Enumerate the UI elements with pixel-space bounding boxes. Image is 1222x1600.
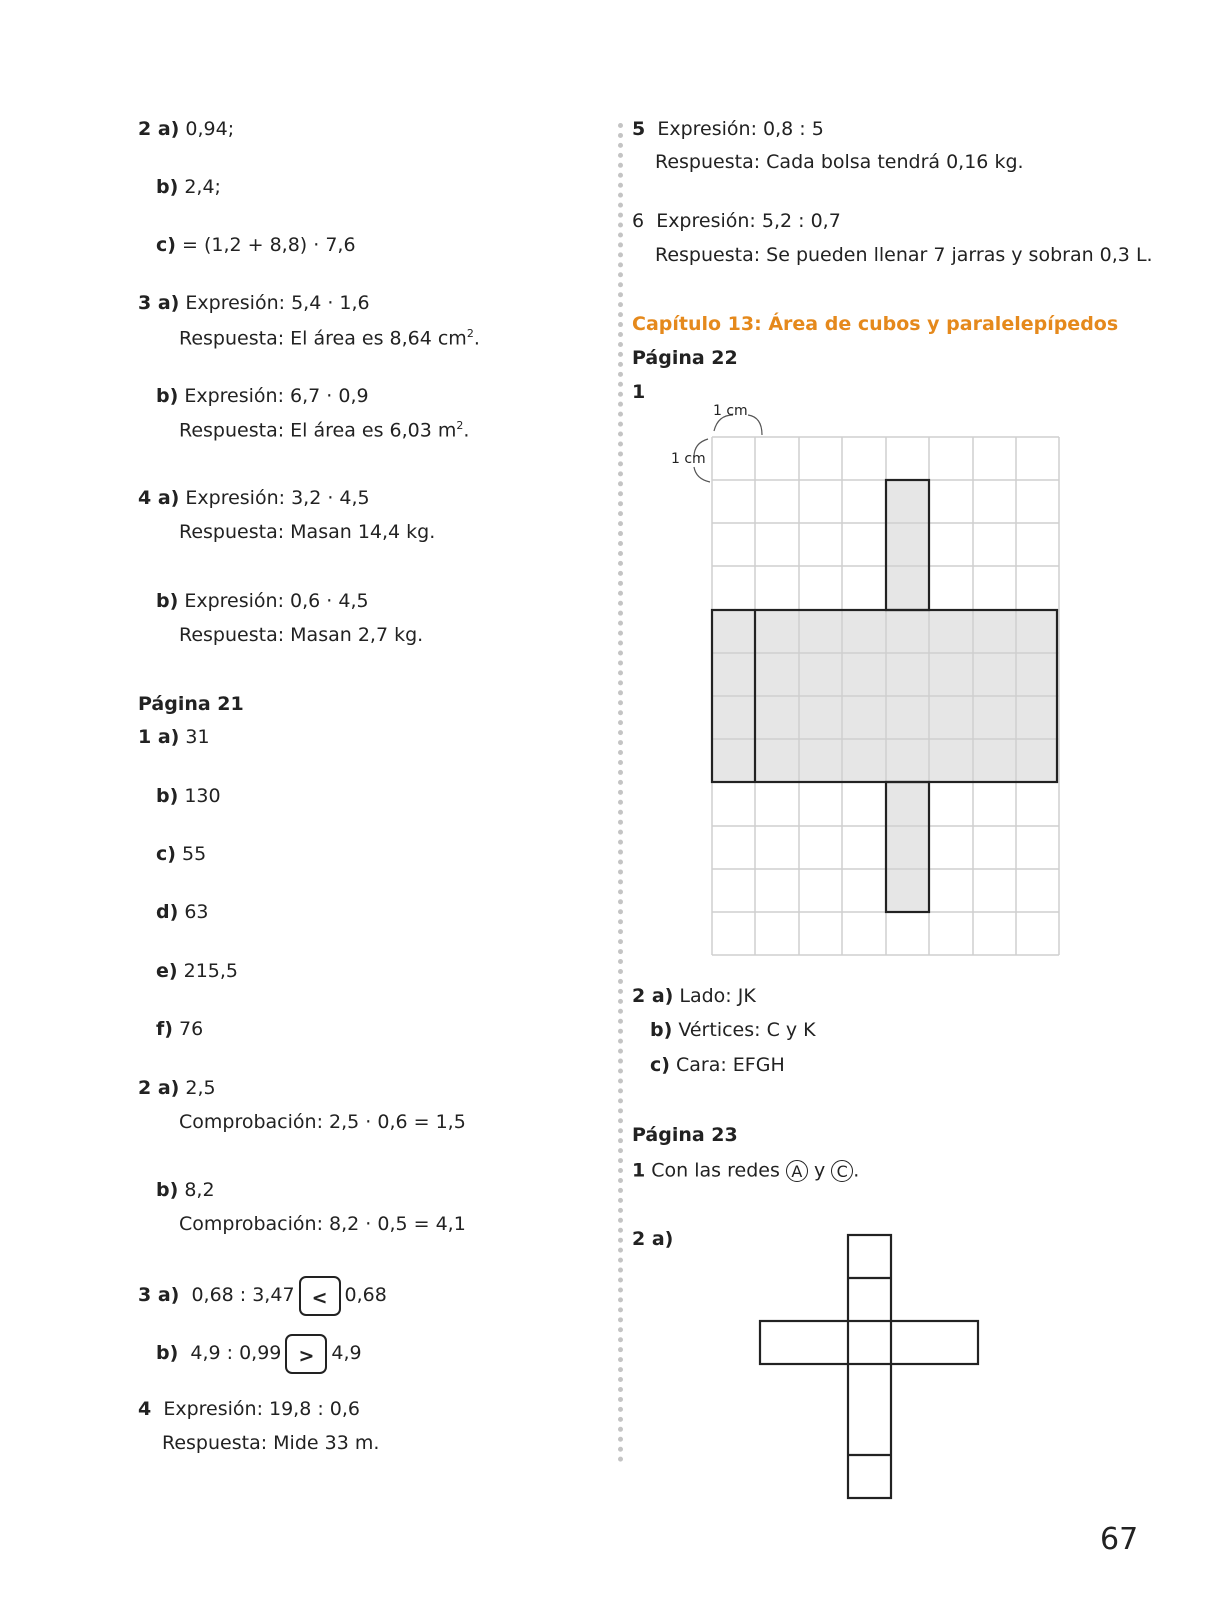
answer-text: Con las redes — [651, 1159, 780, 1182]
item-number: 1 a) — [138, 726, 180, 748]
item-number: b) — [156, 590, 179, 612]
circled-letter-c: C — [831, 1160, 853, 1182]
item-number: 4 — [138, 1398, 152, 1420]
q6-answer: Respuesta: Se pueden llenar 7 jarras y sobran 0,3 L. — [655, 244, 1153, 266]
answer-text: 0,94; — [185, 118, 235, 140]
cube-net-grid-figure — [660, 395, 1070, 965]
p21-q3b-line — [156, 1332, 362, 1374]
item-number: 2 a) — [138, 118, 180, 140]
comparison-left: 0,68 : 3,47 — [191, 1284, 295, 1306]
q4b-line — [156, 592, 369, 611]
answer-text: 130 — [184, 785, 221, 807]
q3b-answer — [179, 420, 469, 440]
answer-text: Respuesta: El área es 6,03 m — [179, 419, 457, 442]
comparison-left: 4,9 : 0,99 — [190, 1342, 282, 1364]
answer-text: 76 — [179, 1018, 204, 1040]
answer-text: Vértices: C y K — [678, 1019, 816, 1041]
answer-text: = (1,2 + 8,8) · 7,6 — [182, 234, 356, 256]
p22-q2a-line — [632, 987, 756, 1006]
p23-q1-line — [632, 1160, 859, 1182]
p22-q1-number: 1 — [632, 381, 646, 403]
expression-text: Expresión: 5,4 · 1,6 — [185, 292, 370, 314]
comparison-right: 4,9 — [331, 1342, 362, 1364]
answer-text: 2,5 — [185, 1077, 216, 1099]
item-number: b) — [156, 785, 179, 807]
item-number: 3 a) — [138, 1284, 180, 1306]
item-number: 2 a) — [138, 1077, 180, 1099]
q3a-line — [138, 294, 370, 313]
p21-q2a-line — [138, 1079, 216, 1098]
q5-line — [632, 120, 824, 139]
superscript: 2 — [456, 419, 464, 432]
item-number: 6 — [632, 210, 645, 232]
net-horizontal-strip — [760, 1321, 978, 1364]
comparison-right: 0,68 — [344, 1284, 387, 1306]
item-number: 5 — [632, 118, 646, 140]
sentence-end: . — [853, 1159, 860, 1182]
answer-text: Cara: EFGH — [676, 1054, 785, 1076]
item-number: c) — [156, 234, 176, 256]
p21-q2a-check: Comprobación: 2,5 · 0,6 = 1,5 — [179, 1111, 466, 1133]
item-number: b) — [156, 385, 179, 407]
answer-text: 215,5 — [183, 960, 239, 982]
superscript: 2 — [466, 327, 474, 340]
q2a-line — [138, 120, 234, 139]
expression-text: Expresión: 0,6 · 4,5 — [184, 590, 369, 612]
p21-q1d-line — [156, 903, 209, 922]
p21-q1b-line — [156, 787, 221, 806]
q2b-line — [156, 178, 221, 197]
answer-text: 8,2 — [184, 1179, 215, 1201]
circled-letter-a: A — [786, 1160, 808, 1182]
p21-q2b-line — [156, 1181, 215, 1200]
item-number: f) — [156, 1018, 173, 1040]
item-number: b) — [156, 1179, 179, 1201]
cross-net-figure — [755, 1230, 985, 1505]
p21-q1f-line — [156, 1020, 203, 1039]
grid-unit-label-top: 1 cm — [713, 403, 748, 419]
item-number: b) — [650, 1019, 673, 1041]
q4b-answer: Respuesta: Masan 2,7 kg. — [179, 624, 424, 646]
item-number: d) — [156, 901, 179, 923]
p22-q2c-line — [650, 1056, 785, 1075]
net-bottom-face — [886, 782, 929, 912]
net-top-face — [886, 480, 929, 610]
p21-q1e-line — [156, 962, 238, 981]
comparison-box: > — [285, 1334, 327, 1374]
chapter-title: Capítulo 13: Área de cubos y paralelepípedos — [632, 313, 1119, 335]
answer-end: . — [473, 327, 480, 350]
answer-end: . — [463, 419, 470, 442]
item-number: b) — [156, 1342, 179, 1364]
item-number: 2 a) — [632, 985, 674, 1007]
conjunction-text: y — [813, 1159, 826, 1182]
item-number: 3 a) — [138, 292, 180, 314]
page-number: 67 — [1100, 1522, 1139, 1557]
answer-text: 2,4; — [184, 176, 221, 198]
answer-text: 55 — [182, 843, 207, 865]
q6-line — [632, 212, 841, 231]
expression-text: Expresión: 3,2 · 4,5 — [185, 487, 370, 509]
item-number: c) — [650, 1054, 670, 1076]
p21-q2b-check: Comprobación: 8,2 · 0,5 = 4,1 — [179, 1213, 466, 1235]
item-number: b) — [156, 176, 179, 198]
grid-unit-label-left: 1 cm — [671, 451, 706, 467]
item-number: 1 — [632, 1159, 646, 1182]
p21-q4-answer: Respuesta: Mide 33 m. — [162, 1432, 380, 1454]
answer-text: 63 — [184, 901, 209, 923]
q4a-answer: Respuesta: Masan 14,4 kg. — [179, 521, 436, 543]
item-number: c) — [156, 843, 176, 865]
p21-q1c-line — [156, 845, 206, 864]
expression-text: Expresión: 19,8 : 0,6 — [163, 1398, 361, 1420]
p22-q2b-line — [650, 1021, 816, 1040]
column-divider — [618, 123, 623, 1463]
answer-text: Lado: JK — [679, 985, 756, 1007]
page-22-heading: Página 22 — [632, 347, 738, 369]
q4a-line — [138, 489, 370, 508]
q3a-answer — [179, 328, 480, 348]
answer-text: Respuesta: El área es 8,64 cm — [179, 327, 467, 350]
p23-q2a-number: 2 a) — [632, 1228, 674, 1250]
item-number: e) — [156, 960, 178, 982]
expression-text: Expresión: 5,2 : 0,7 — [656, 210, 841, 232]
q2c-line — [156, 236, 356, 255]
expression-text: Expresión: 0,8 : 5 — [657, 118, 824, 140]
p21-q1a-line — [138, 728, 210, 747]
answer-text: 31 — [185, 726, 210, 748]
p21-q3a-line — [138, 1274, 387, 1316]
q3b-line — [156, 387, 369, 406]
page-21-heading: Página 21 — [138, 693, 244, 715]
net-vertical-strip — [848, 1235, 891, 1498]
q5-answer: Respuesta: Cada bolsa tendrá 0,16 kg. — [655, 151, 1024, 173]
comparison-box: < — [299, 1276, 341, 1316]
expression-text: Expresión: 6,7 · 0,9 — [184, 385, 369, 407]
page-23-heading: Página 23 — [632, 1124, 738, 1146]
item-number: 4 a) — [138, 487, 180, 509]
p21-q4-line — [138, 1400, 360, 1419]
